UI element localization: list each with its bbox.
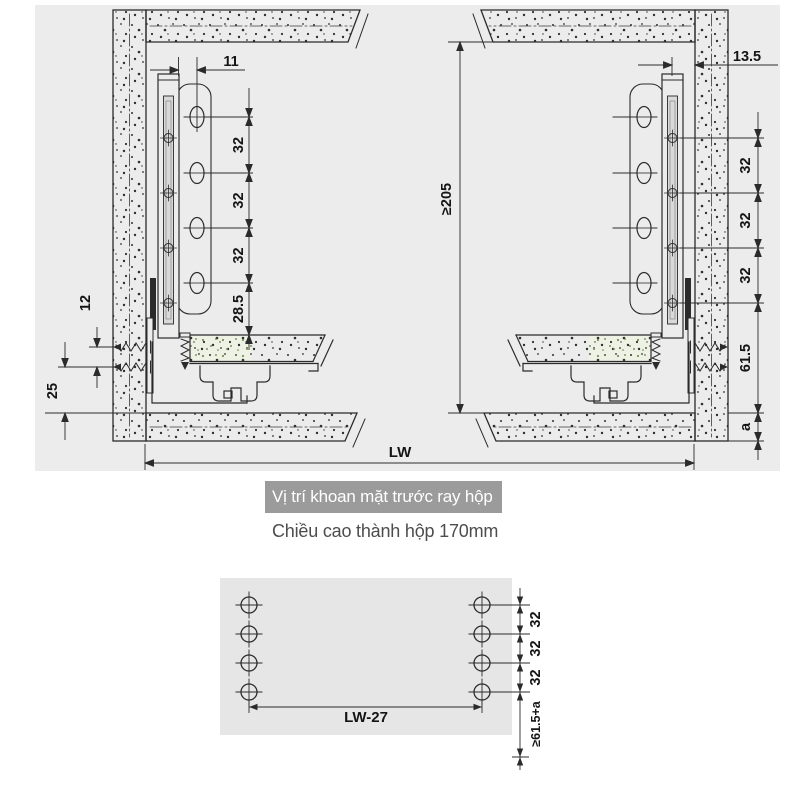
section-title-banner: Vị trí khoan mặt trước ray hộp (265, 481, 502, 513)
drill-dim-32-2: 32 (528, 640, 544, 657)
drawer-height-subtitle: Chiều cao thành hộp 170mm (272, 521, 499, 541)
dim-label-lw: LW (388, 444, 412, 461)
dim-label-12: 12 (78, 294, 94, 312)
dim-label-32-left-1: 32 (231, 136, 247, 154)
drill-position-diagram (220, 578, 530, 770)
dim-label-32-right-3: 32 (738, 267, 754, 284)
dim-label-11: 11 (223, 54, 239, 70)
dim-label-25: 25 (45, 382, 61, 400)
drill-dim-lw27: LW-27 (344, 709, 388, 726)
dim-label-61-5: 61.5 (738, 343, 754, 373)
drill-dim-bottom: ≥61.5+a (529, 701, 543, 747)
dim-label-32-right-1: 32 (738, 157, 754, 174)
drill-dim-32-3: 32 (528, 669, 544, 686)
dim-label-32-left-3: 32 (231, 247, 247, 264)
dim-label-min-205: ≥205 (439, 182, 455, 216)
dim-label-a: a (738, 422, 754, 432)
dim-label-28-5: 28.5 (231, 294, 247, 324)
drill-dim-32-1: 32 (528, 611, 544, 628)
dim-label-32-left-2: 32 (231, 192, 247, 209)
dim-label-32-right-2: 32 (738, 212, 754, 229)
dim-label-13-5: 13.5 (732, 49, 762, 65)
